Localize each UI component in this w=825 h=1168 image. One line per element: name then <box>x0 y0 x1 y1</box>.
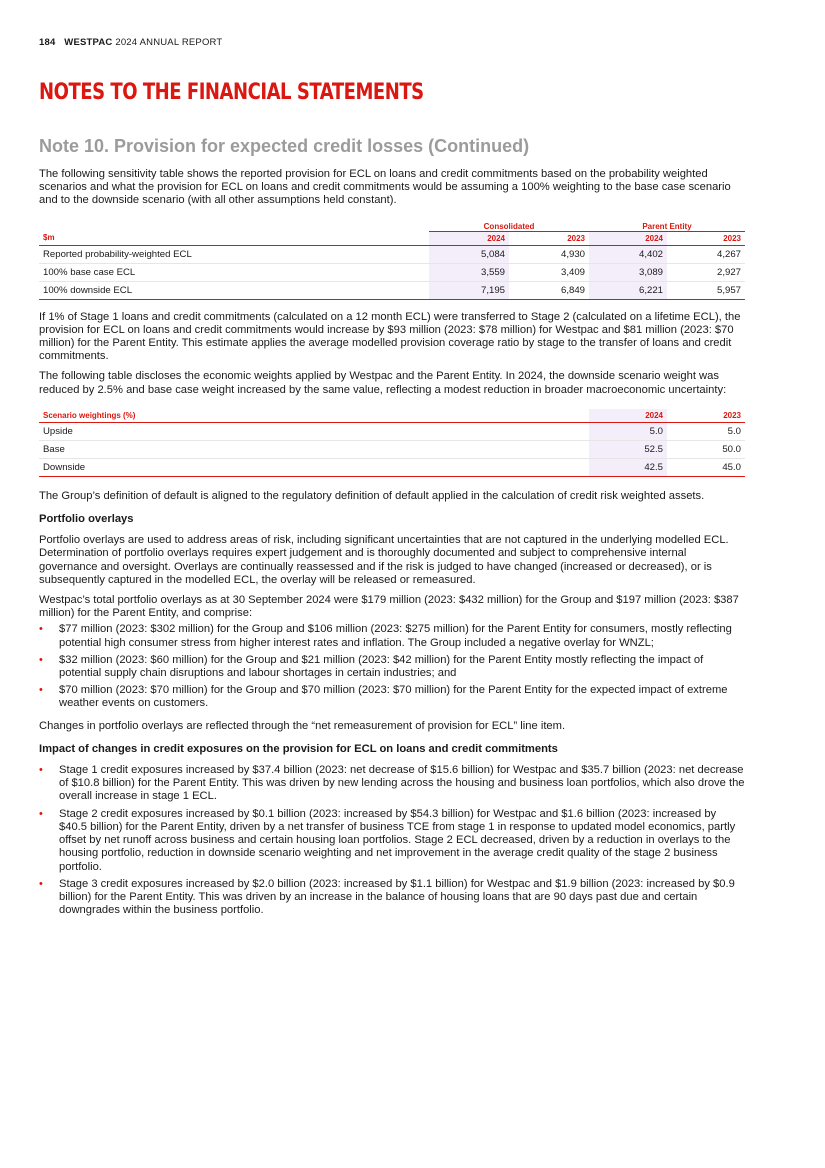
table-row <box>39 422 745 440</box>
sensitivity-table <box>39 220 745 300</box>
overlays-total-paragraph: Westpac’s total portfolio overlays as at 30 September 2024 were $179 million (2023: $432 million) for the Group and $197 million (2023: $387 million) for the Parent Entity, and comprise: <box>39 594 739 620</box>
weights-paragraph: The following table discloses the economic weights applied by Westpac and the Parent Entity. In 2024, the downside scenario weight was reduced by 2.5% and base case weight increased by the same value, reflecting a modest reduction in broader macroeconomic uncertainty: <box>39 370 727 396</box>
cell-value: 50.0 <box>667 440 745 458</box>
changes-paragraph: Changes in portfolio overlays are reflected through the “net remeasurement of provision for ECL” line item. <box>39 719 566 732</box>
scenario-weightings-header: Scenario weightings (%) <box>39 409 589 423</box>
table-row <box>39 245 745 263</box>
bullet-icon: • <box>39 764 43 777</box>
year-header: 2024 <box>589 231 667 245</box>
note-title: Note 10. Provision for expected credit losses (Continued) <box>39 136 530 156</box>
bullet-icon: • <box>39 877 43 890</box>
list-item: • $32 million (2023: $60 million) for the Group and $21 million (2023: $42 million) for the Parent Entity mostly reflecting the impact of potential supply chain disruptions and labour shortages in certain industries; and <box>39 653 704 680</box>
cell-value: 7,195 <box>429 281 509 299</box>
cell-value: 4,402 <box>589 245 667 263</box>
table-row <box>39 458 745 476</box>
bullet-icon: • <box>39 653 43 666</box>
cell-value: 42.5 <box>589 458 667 476</box>
cell-value: 2,927 <box>667 263 745 281</box>
year-header: 2024 <box>589 409 667 423</box>
unit-header: $m <box>39 231 429 245</box>
portfolio-overlays-heading: Portfolio overlays <box>39 513 134 526</box>
cell-value: 5,084 <box>429 245 509 263</box>
table-row <box>39 440 745 458</box>
list-item: • $77 million (2023: $302 million) for the Group and $106 million (2023: $275 million) for the Parent Entity for consumers, mostly reflecting potential high consumer stress from higher interest rates and inflation. The Group included a negative overlay for WNZL; <box>39 623 732 649</box>
section-title: NOTES TO THE FINANCIAL STATEMENTS <box>39 80 424 105</box>
brand-name: WESTPAC <box>64 37 113 48</box>
overlays-paragraph: Portfolio overlays are used to address areas of risk, including significant uncertainties that are not captured in the underlying modelled ECL. Determination of portfolio overlays requires expert judgement and is thoroughly documented and subject to comprehensive internal governance and oversight. Overlays are continually reassessed and if the risk is judged to have changed (increased or decreased), or is subsequently captured in the modelled ECL, the overlay will be released or remeasured. <box>39 534 729 586</box>
group-header-parent-entity: Parent Entity <box>589 220 745 232</box>
impact-heading: Impact of changes in credit exposures on the provision for ECL on loans and credit commitments <box>39 742 558 755</box>
cell-value: 52.5 <box>589 440 667 458</box>
row-label: 100% base case ECL <box>39 263 429 281</box>
row-label: 100% downside ECL <box>39 281 429 299</box>
page-number: 184 <box>39 37 56 48</box>
bullet-icon: • <box>39 807 43 820</box>
row-label: Reported probability-weighted ECL <box>39 245 429 263</box>
cell-value: 6,849 <box>509 281 589 299</box>
running-header <box>39 37 222 48</box>
year-header: 2023 <box>509 231 589 245</box>
cell-value: 6,221 <box>589 281 667 299</box>
stage-transfer-paragraph: If 1% of Stage 1 loans and credit commitments (calculated on a 12 month ECL) were transferred to Stage 2 (calculated on a lifetime ECL), the provision for ECL on loans and credit commitments would increase by $93 million (2023: $78 million) for Westpac and $81 million (2023: $70 million) for the Parent Entity. This estimate applies the average modelled provision coverage ratio by stage to the transfer of loans and credit commitments. <box>39 310 741 363</box>
group-header-consolidated: Consolidated <box>429 220 589 232</box>
cell-value: 5.0 <box>667 422 745 440</box>
cell-value: 45.0 <box>667 458 745 476</box>
table-row <box>39 281 745 299</box>
year-header: 2023 <box>667 231 745 245</box>
cell-value: 3,089 <box>589 263 667 281</box>
row-label: Base <box>39 440 589 458</box>
report-name: 2024 ANNUAL REPORT <box>115 37 223 48</box>
intro-paragraph: The following sensitivity table shows the reported provision for ECL on loans and credit commitments based on the probability weighted scenarios and what the provision for ECL on loans and credit commitments would be assuming a 100% weighting to the base case scenario and to the downside scenario (with all other assumptions held constant). <box>39 168 731 207</box>
list-item: • Stage 1 credit exposures increased by $37.4 billion (2023: net decrease of $15.6 billion) for Westpac and $35.7 billion (2023: net decrease of $10.8 billion) for the Parent Entity. This was driven by new lending across the housing and business loan portfolios, which also drove the overall increase in stage 1 ECL. <box>39 764 745 803</box>
row-label: Downside <box>39 458 589 476</box>
bullet-icon: • <box>39 684 43 697</box>
cell-value: 3,559 <box>429 263 509 281</box>
bullet-icon: • <box>39 623 43 636</box>
year-header: 2023 <box>667 409 745 423</box>
cell-value: 3,409 <box>509 263 589 281</box>
table-row <box>39 263 745 281</box>
scenario-weightings-table <box>39 409 745 477</box>
cell-value: 5.0 <box>589 422 667 440</box>
cell-value: 4,267 <box>667 245 745 263</box>
impact-bullet-list <box>39 764 745 917</box>
year-header: 2024 <box>429 231 509 245</box>
list-item: • Stage 2 credit exposures increased by $0.1 billion (2023: increased by $54.3 billion) for Westpac and $1.6 billion (2023: increased by $40.5 billion) for the Parent Entity, driven by a net transfer of business TCE from stage 1 in response to updated model economics, partly offset by net runoff across business and certain housing loan portfolios. Stage 2 ECL decreased, driven by a reduction in overlays to the housing portfolio, reduction in downside scenario weighting and net improvement in the average credit quality of the stage 2 business portfolio. <box>39 807 736 873</box>
overlay-bullet-list <box>39 623 745 710</box>
cell-value: 5,957 <box>667 281 745 299</box>
cell-value: 4,930 <box>509 245 589 263</box>
row-label: Upside <box>39 422 589 440</box>
list-item: • Stage 3 credit exposures increased by $2.0 billion (2023: increased by $1.1 billion) for Westpac and $1.9 billion (2023: increased by $0.9 billion) for the Parent Entity. This was driven by an increase in the balance of housing loans that are 90 days past due and certain downgrades within the business portfolio. <box>39 877 735 917</box>
body-content <box>39 168 745 926</box>
default-definition-paragraph: The Group’s definition of default is aligned to the regulatory definition of default applied in the calculation of credit risk weighted assets. <box>39 489 705 502</box>
list-item: • $70 million (2023: $70 million) for the Group and $70 million (2023: $70 million) for the Parent Entity for the expected impact of extreme weather events on customers. <box>39 684 728 710</box>
